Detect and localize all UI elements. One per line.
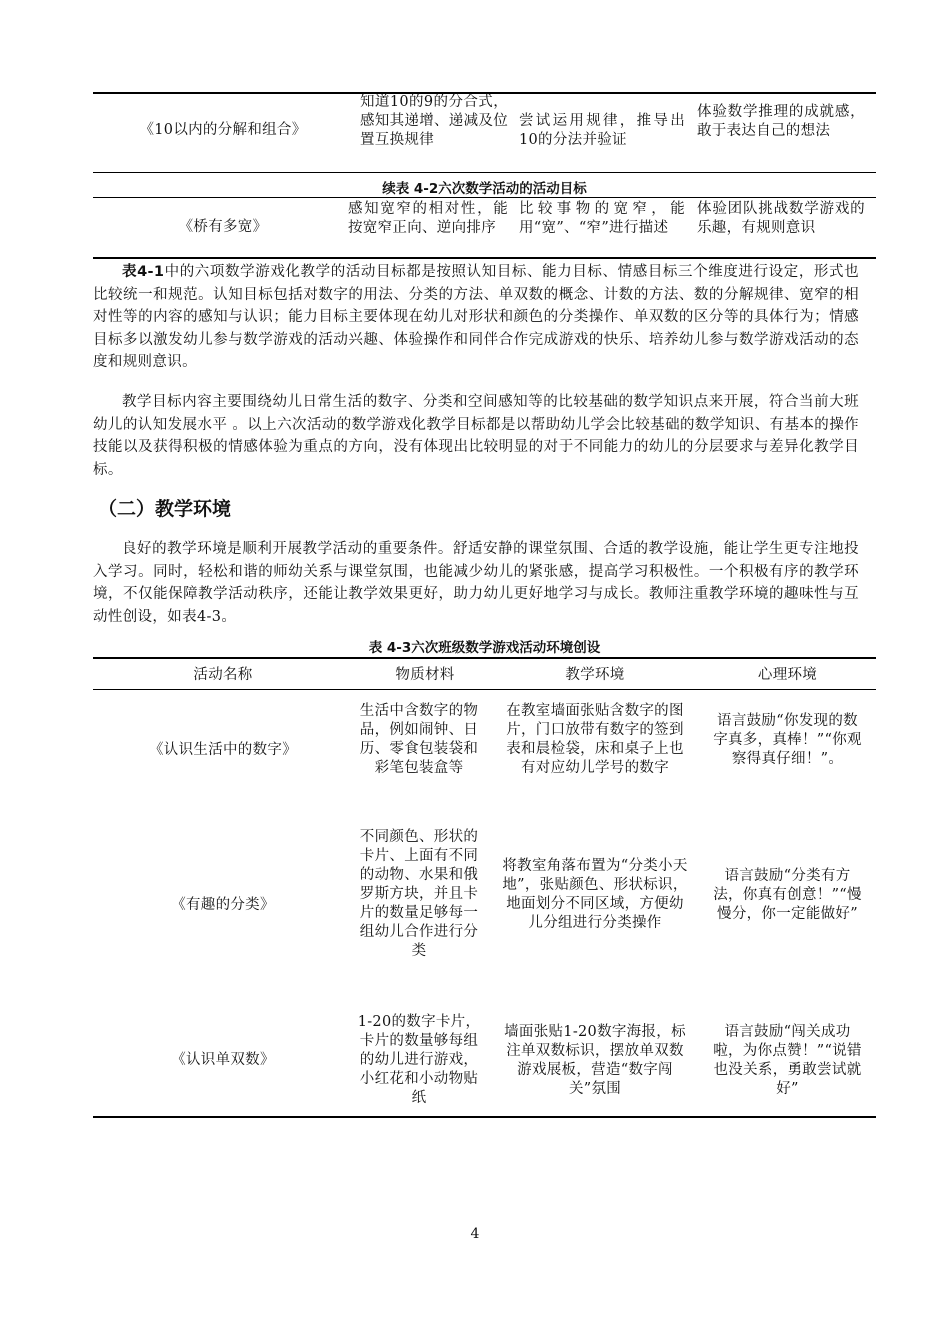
continuation-caption: 续表 4-2六次数学活动的活动目标 xyxy=(382,181,587,197)
table-bottom-rule xyxy=(93,257,876,259)
paragraph-goals-summary xyxy=(93,261,859,374)
table-bottom-rule xyxy=(93,1116,876,1118)
emotion-goal: 体验团队挑战数学游戏的乐趣，有规则意识 xyxy=(697,201,865,236)
table-divider xyxy=(93,172,876,173)
page-number: 4 xyxy=(470,1226,480,1242)
paragraph-goals-analysis: 教学目标内容主要围绕幼儿日常生活的数字、分类和空间感知等的比较基础的数学知识点来开展，符合当前大班幼儿的认知发展水平 。以上六次活动的数学游戏化教学目标都是以帮助幼儿学会比较基础的数学知识、有基本的操作技能以及获得积极的情感体验为重点的方向，没有体现出比较明显的对于不同能力的幼儿的分层要求与差异化教学目标。 xyxy=(93,394,859,478)
psychological-environment-cell: 语言鼓励“你发现的数字真多，真棒！”“你观察得真仔细！”。 xyxy=(713,713,862,767)
material-cell: 1-20的数字卡片，卡片的数量够每组的幼儿进行游戏，小红花和小动物贴纸 xyxy=(357,1014,481,1106)
paragraph-environment: 良好的教学环境是顺利开展教学活动的重要条件。舒适安静的课堂氛围、合适的教学设施，能让学生更专注地投入学习。同时，轻松和谐的师幼关系与课堂氛围，也能减少幼儿的紧张感，提高学习积极性。一个积极有序的教学环境，不仅能保障教学活动秩序，还能让教学效果更好，助力幼儿更好地学习与成长。教师注重教学环境的趣味性与互动性创设，如表4-3。 xyxy=(93,541,859,625)
material-cell: 生活中含数字的物品，例如闹钟、日历、零食包装袋和彩笔包装盒等 xyxy=(359,703,479,776)
ability-goal: 比较事物的宽窄，能用“宽”、“窄”进行描述 xyxy=(519,201,685,236)
teaching-environment-cell: 在教室墙面张贴含数字的图片，门口放带有数字的签到表和晨检袋，床和桌子上也有对应幼儿学号的数字 xyxy=(506,703,684,776)
activity-name: 《桥有多宽》 xyxy=(178,219,268,235)
table-top-rule xyxy=(93,657,876,659)
table-caption: 表 4-3六次班级数学游戏活动环境创设 xyxy=(368,640,601,656)
column-header: 物质材料 xyxy=(395,667,455,683)
psychological-environment-cell: 语言鼓励“分类有方法，你真有创意！”“慢慢分，你一定能做好” xyxy=(713,868,862,922)
activity-name: 《10以内的分解和组合》 xyxy=(139,122,307,138)
teaching-environment-cell: 将教室角落布置为“分类小天地”，张贴颜色、形状标识，地面划分不同区域，方便幼儿分组进行分类操作 xyxy=(502,858,688,931)
emotion-goal: 体验数学推理的成就感，敢于表达自己的想法 xyxy=(697,104,865,139)
column-header: 活动名称 xyxy=(193,667,253,683)
cognitive-goal: 知道10的9的分合式，感知其递增、递减及位置互换规律 xyxy=(360,94,508,148)
column-header: 心理环境 xyxy=(757,667,818,683)
teaching-environment-cell: 墙面张贴1-20数字海报，标注单双数标识，摆放单双数游戏展板，营造“数字闯关”氛围 xyxy=(504,1024,686,1097)
section-heading: （二）教学环境 xyxy=(98,498,232,520)
material-cell: 不同颜色、形状的卡片、上面有不同的动物、水果和俄罗斯方块，并且卡片的数量足够每一组幼儿合作进行分类 xyxy=(359,829,479,959)
activity-name: 《有趣的分类》 xyxy=(171,897,275,913)
activity-name: 《认识单双数》 xyxy=(171,1052,275,1068)
cognitive-goal: 感知宽窄的相对性，能按宽窄正向、逆向排序 xyxy=(348,201,508,236)
column-header: 教学环境 xyxy=(565,667,625,683)
table-reference: 表4-1 xyxy=(122,264,165,280)
paragraph-text: 中的六项数学游戏化教学的活动目标都是按照认知目标、能力目标、情感目标三个维度进行设定，形式也比较统一和规范。认知目标包括对数字的用法、分类的方法、单双数的概念、计数的方法、数的分解规律、宽窄的相对性等的内容的感知与认识；能力目标主要体现在幼儿对形状和颜色的分类操作、单双数的区分等的具体行为；情感目标多以激发幼儿参与数学游戏的活动兴趣、体验操作和同伴合作完成游戏的快乐、培养幼儿参与数学游戏活动的态度和规则意识。 xyxy=(93,264,859,371)
header-divider xyxy=(93,689,876,690)
psychological-environment-cell: 语言鼓励“闯关成功啦，为你点赞！”“说错也没关系，勇敢尝试就好” xyxy=(713,1024,862,1097)
table-divider xyxy=(93,197,876,198)
activity-name: 《认识生活中的数字》 xyxy=(149,742,297,758)
ability-goal: 尝试运用规律，推导出10的分法并验证 xyxy=(519,113,685,148)
